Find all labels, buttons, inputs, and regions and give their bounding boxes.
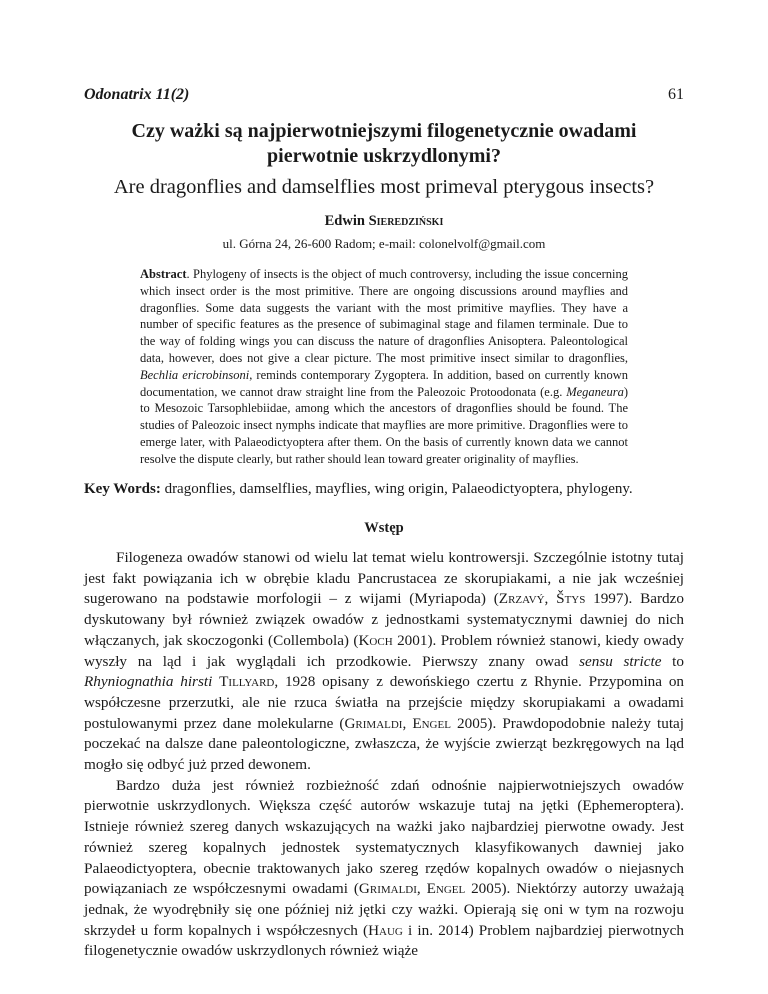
- p1-text-2: 1997). Bardzo dyskutowany był również związek owadów z jednostkami systematycznymi dawniej do nich włączanych, jak skoczogonki (Collembola) (: [84, 590, 684, 649]
- abstract: [140, 266, 628, 468]
- p2-citation-1: Grimaldi, Engel: [358, 880, 466, 898]
- paragraph-2: [84, 776, 684, 962]
- paragraph-1: [84, 548, 684, 776]
- abstract-species: Bechlia ericrobinsoni: [140, 367, 250, 382]
- section-title: Wstęp: [364, 520, 404, 536]
- body-text: [84, 548, 684, 962]
- p1-text-6: , 1928 opisany z dewońskiego czertu z Rhynie. Przypomina on współczesne przerzutki, ale nie rzuca światła na przejście między skorupiakami a owadami postulowanymi przez dane molekularne (: [84, 673, 685, 732]
- keywords-text: dragonflies, damselflies, mayflies, wing origin, Palaeodictyoptera, phylogeny.: [160, 481, 633, 497]
- abstract-text-2: , reminds contemporary Zygoptera. In addition, based on currently known documentation, we cannot draw straight line from the Paleozoic Protoodonata (e.g.: [140, 367, 629, 399]
- abstract-text-3: ) to Mesozoic Tarsophlebiidae, among which the ancestors of dragonflies should be found. The studies of Paleozoic insect nymphs indicate that mayflies are more primitive. Dragonflies were to emerge later, with Palaeodictyoptera after them. On the basis of currently known data we cannot resolve the dispute clearly, but rather should lean toward greater originality of mayflies.: [140, 384, 628, 466]
- p1-italic-2: Rhyniognathia hirsti: [84, 673, 213, 691]
- author-first-name: Edwin: [324, 213, 365, 229]
- p1-text-1: Filogeneza owadów stanowi od wielu lat temat wielu kontrowersji. Szczególnie istotny tutaj jest fakt powiązania ich w obrębie kladu Pancrustacea ze skorupiakami, a nie jak wcześniej sugerowano na podstawie morfologii – z wijami (Myriapoda) (: [84, 549, 684, 608]
- abstract-genus: Meganeura: [566, 384, 624, 399]
- p1-text-4: to: [661, 652, 684, 670]
- keywords: [84, 481, 684, 498]
- p1-citation-2: Koch: [358, 631, 393, 649]
- p2-text-1: Bardzo duża jest również rozbieżność zdań odnośnie najpierwotniejszych owadów pierwotnie uskrzydlonych. Większa część autorów wskazuje tutaj na jętki (Ephemeroptera). Istnieje również szereg danych wskazujących na ważki jako najbardziej pierwotne owady. Jest również szereg kopalnych jednostek systematycznych klasyfikowanych dawniej jako Palaeodictyoptera, obecnie traktowanych jako szereg rzędów kopalnych owadów o niejasnych powiązaniach ze współczesnymi owadami (: [84, 776, 684, 898]
- author-name: [84, 213, 684, 230]
- p1-citation-4: Grimaldi, Engel: [344, 714, 451, 732]
- p2-citation-2: Haug: [368, 921, 403, 939]
- abstract-text-1: . Phylogeny of insects is the object of much controversy, including the issue concerning which insect order is the most primitive. There are ongoing discussions around mayflies and dragonflies. Some data suggests the variant with the most primitive mayflies. They have a number of specific features as the presence of subimaginal stage and filamen terminale. Due to the way of folding wings you can discuss the nature of dragonflies Anisoptera. Paleontological data, however, does not give a clear picture. The most primitive insect similar to dragonflies,: [140, 267, 628, 365]
- p1-citation-3: Tillyard: [219, 673, 275, 691]
- page-number: 61: [668, 86, 684, 103]
- p1-text-7: 2005). Prawdopodobnie należy tutaj poczekać na dalsze dane paleontologiczne, zwłaszcza, że wyjście zwierząt bezkręgowych na ląd mogło się odbyć już przed dewonem.: [84, 714, 685, 774]
- p2-text-2: 2005). Niektórzy autorzy uważają jednak, że wyodrębniły się one później niż jętki czy ważki. Opierają się oni w tym na rozwoju skrzydeł u form kopalnych i współczesnych (: [84, 880, 684, 939]
- running-head: [84, 86, 684, 106]
- abstract-label: Abstract: [140, 267, 187, 281]
- journal-title: Odonatrix 11(2): [84, 86, 190, 103]
- title-english: Are dragonflies and damselflies most primeval pterygous insects?: [113, 176, 655, 198]
- keywords-label: Key Words:: [84, 481, 161, 497]
- p2-text-3: i in. 2014) Problem najbardziej pierwotnych filogenetycznie owadów uskrzydlonych również wiąże: [84, 921, 684, 960]
- title-polish: Czy ważki są najpierwotniejszymi filogenetycznie owadami pierwotnie uskrzydlonymi?: [131, 120, 637, 167]
- p1-italic-1: sensu stricte: [579, 652, 662, 670]
- p1-text-3: 2001). Problem również stanowi, kiedy owady wyszły na ląd i jak wyglądali ich przodkowie. Pierwszy znany owad: [84, 631, 684, 670]
- p1-citation-1: Zrzavý, Štys: [498, 590, 586, 608]
- author-address: ul. Górna 24, 26-600 Radom; e-mail: colonelvolf@gmail.com: [222, 236, 546, 251]
- author-last-name: Sieredziński: [368, 213, 444, 229]
